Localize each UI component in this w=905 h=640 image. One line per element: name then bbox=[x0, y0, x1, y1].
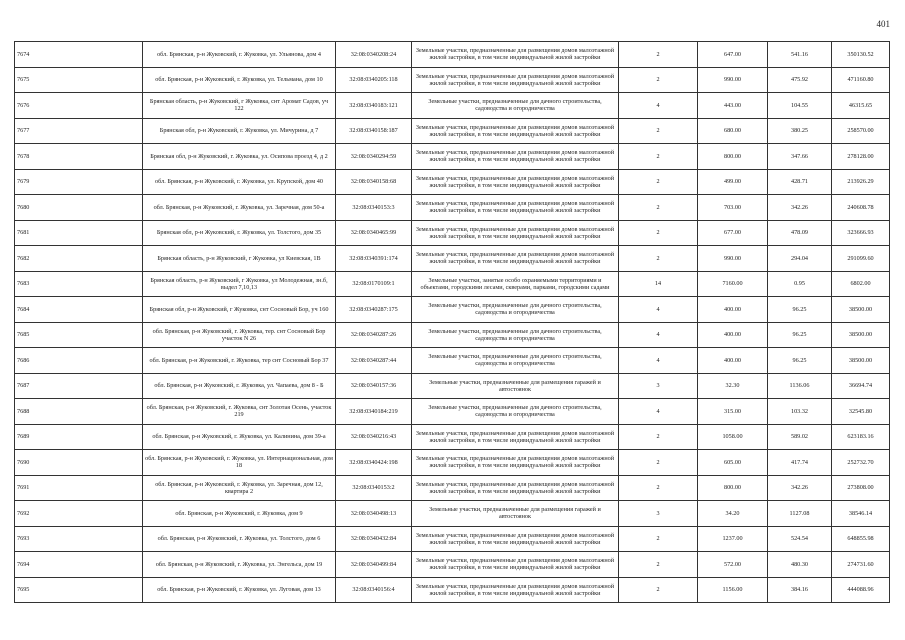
table-row bbox=[15, 348, 890, 374]
permitted-use: Земельные участки, предназначенные для размещения домов малоэтажной жилой застройки, в том числе индивидуальной жилой застройки bbox=[412, 118, 619, 144]
unit-value: 0.95 bbox=[768, 271, 832, 297]
use-category: 4 bbox=[619, 348, 698, 374]
cadastral-number: 32:08:0340424:198 bbox=[336, 450, 412, 476]
address-cell: Брянская область, р-н Жуковский, г Жуковка, снт Аромат Садов, уч 122 bbox=[143, 93, 336, 119]
record-number: 7686 bbox=[15, 348, 143, 374]
cadastral-number: 32:08:0340287:26 bbox=[336, 322, 412, 348]
use-category: 2 bbox=[619, 67, 698, 93]
table-row bbox=[15, 118, 890, 144]
cadastral-number: 32:08:0340465:99 bbox=[336, 220, 412, 246]
table-row bbox=[15, 169, 890, 195]
record-number: 7676 bbox=[15, 93, 143, 119]
use-category: 2 bbox=[619, 552, 698, 578]
unit-value: 96.25 bbox=[768, 322, 832, 348]
permitted-use: Земельные участки, предназначенные для размещения домов малоэтажной жилой застройки, в том числе индивидуальной жилой застройки bbox=[412, 195, 619, 221]
cadastral-number: 32:08:0170109:1 bbox=[336, 271, 412, 297]
table-row bbox=[15, 67, 890, 93]
table-row bbox=[15, 577, 890, 603]
cadastral-number: 32:08:0340294:59 bbox=[336, 144, 412, 170]
cadastral-value: 273808.00 bbox=[832, 475, 890, 501]
record-number: 7692 bbox=[15, 501, 143, 527]
area-cell: 32.30 bbox=[698, 373, 768, 399]
record-number: 7693 bbox=[15, 526, 143, 552]
record-number: 7682 bbox=[15, 246, 143, 272]
record-number: 7690 bbox=[15, 450, 143, 476]
area-cell: 400.00 bbox=[698, 297, 768, 323]
unit-value: 96.25 bbox=[768, 297, 832, 323]
address-cell: обл. Брянская, р-н Жуковский, г. Жуковка, ул. Заречная, дом 50-а bbox=[143, 195, 336, 221]
use-category: 4 bbox=[619, 322, 698, 348]
table-row bbox=[15, 195, 890, 221]
table-row bbox=[15, 475, 890, 501]
cadastral-value: 38500.00 bbox=[832, 322, 890, 348]
record-number: 7680 bbox=[15, 195, 143, 221]
cadastral-value: 278128.00 bbox=[832, 144, 890, 170]
table-row bbox=[15, 144, 890, 170]
table-row bbox=[15, 93, 890, 119]
cadastral-number: 32:08:0340205:118 bbox=[336, 67, 412, 93]
use-category: 2 bbox=[619, 118, 698, 144]
permitted-use: Земельные участки, предназначенные для дачного строительства, садоводства и огородничества bbox=[412, 348, 619, 374]
address-cell: Брянская область, р-н Жуковский, г Жуковка, ул Молодежная, зн.б, выдел 7,10,13 bbox=[143, 271, 336, 297]
use-category: 2 bbox=[619, 220, 698, 246]
record-number: 7687 bbox=[15, 373, 143, 399]
cadastral-value: 32545.80 bbox=[832, 399, 890, 425]
use-category: 2 bbox=[619, 424, 698, 450]
permitted-use: Земельные участки, предназначенные для размещения домов малоэтажной жилой застройки, в том числе индивидуальной жилой застройки bbox=[412, 169, 619, 195]
use-category: 2 bbox=[619, 42, 698, 68]
area-cell: 990.00 bbox=[698, 67, 768, 93]
address-cell: Брянская обл, р-н Жуковский, г. Жуковка, ул. Мичурина, д 7 bbox=[143, 118, 336, 144]
unit-value: 384.16 bbox=[768, 577, 832, 603]
area-cell: 800.00 bbox=[698, 144, 768, 170]
permitted-use: Земельные участки, предназначенные для дачного строительства, садоводства и огородничества bbox=[412, 297, 619, 323]
unit-value: 103.32 bbox=[768, 399, 832, 425]
use-category: 2 bbox=[619, 450, 698, 476]
unit-value: 96.25 bbox=[768, 348, 832, 374]
address-cell: обл. Брянская, р-н Жуковский, г. Жуковка, дом 9 bbox=[143, 501, 336, 527]
record-number: 7694 bbox=[15, 552, 143, 578]
address-cell: обл. Брянская, р-н Жуковский, г. Жуковка, ул. Ульянова, дом 4 bbox=[143, 42, 336, 68]
area-cell: 499.00 bbox=[698, 169, 768, 195]
address-cell: Брянская обл, р-н Жуковский, г. Жуковка, ул. Толстого, дом 35 bbox=[143, 220, 336, 246]
address-cell: обл. Брянская, р-н Жуковский, г. Жуковка, ул. Интернациональная, дом 18 bbox=[143, 450, 336, 476]
area-cell: 677.00 bbox=[698, 220, 768, 246]
unit-value: 380.25 bbox=[768, 118, 832, 144]
unit-value: 417.74 bbox=[768, 450, 832, 476]
record-number: 7689 bbox=[15, 424, 143, 450]
cadastral-value: 38500.00 bbox=[832, 297, 890, 323]
unit-value: 589.02 bbox=[768, 424, 832, 450]
cadastral-value: 46315.65 bbox=[832, 93, 890, 119]
use-category: 2 bbox=[619, 526, 698, 552]
table-row bbox=[15, 246, 890, 272]
record-number: 7695 bbox=[15, 577, 143, 603]
address-cell: обл. Брянская, р-н Жуковский, г. Жуковка, ул. Тельмана, дом 10 bbox=[143, 67, 336, 93]
cadastral-value: 252732.70 bbox=[832, 450, 890, 476]
table-row bbox=[15, 373, 890, 399]
address-cell: обл. Брянская, р-н Жуковский, г. Жуковка, ул. Луговая, дом 13 bbox=[143, 577, 336, 603]
record-number: 7685 bbox=[15, 322, 143, 348]
permitted-use: Земельные участки, предназначенные для размещения домов малоэтажной жилой застройки, в том числе индивидуальной жилой застройки bbox=[412, 450, 619, 476]
permitted-use: Земельные участки, предназначенные для размещения домов малоэтажной жилой застройки, в том числе индивидуальной жилой застройки bbox=[412, 424, 619, 450]
area-cell: 7160.00 bbox=[698, 271, 768, 297]
use-category: 4 bbox=[619, 93, 698, 119]
area-cell: 400.00 bbox=[698, 322, 768, 348]
cadastral-number: 32:08:0340158:187 bbox=[336, 118, 412, 144]
permitted-use: Земельные участки, предназначенные для размещения домов малоэтажной жилой застройки, в том числе индивидуальной жилой застройки bbox=[412, 526, 619, 552]
permitted-use: Земельные участки, предназначенные для размещения домов малоэтажной жилой застройки, в том числе индивидуальной жилой застройки bbox=[412, 552, 619, 578]
use-category: 14 bbox=[619, 271, 698, 297]
address-cell: обл. Брянская, р-н Жуковский, г. Жуковка, снт Золотая Осень, участок 219 bbox=[143, 399, 336, 425]
cadastral-value: 444088.96 bbox=[832, 577, 890, 603]
unit-value: 428.71 bbox=[768, 169, 832, 195]
record-number: 7677 bbox=[15, 118, 143, 144]
cadastral-number: 32:08:0340158:68 bbox=[336, 169, 412, 195]
permitted-use: Земельные участки, занятые особо охраняемыми территориями и объектами, городскими лесами, скверами, парками, городскими садами bbox=[412, 271, 619, 297]
record-number: 7679 bbox=[15, 169, 143, 195]
cadastral-value: 350130.52 bbox=[832, 42, 890, 68]
cadastral-value: 471160.80 bbox=[832, 67, 890, 93]
record-number: 7684 bbox=[15, 297, 143, 323]
table-row bbox=[15, 297, 890, 323]
unit-value: 478.09 bbox=[768, 220, 832, 246]
cadastral-value: 6802.00 bbox=[832, 271, 890, 297]
unit-value: 541.16 bbox=[768, 42, 832, 68]
cadastral-number: 32:08:0340183:121 bbox=[336, 93, 412, 119]
table-row bbox=[15, 399, 890, 425]
unit-value: 475.92 bbox=[768, 67, 832, 93]
permitted-use: Земельные участки, предназначенные для дачного строительства, садоводства и огородничества bbox=[412, 93, 619, 119]
table-row bbox=[15, 42, 890, 68]
cadastral-number: 32:08:0340216:43 bbox=[336, 424, 412, 450]
permitted-use: Земельные участки, предназначенные для размещения домов малоэтажной жилой застройки, в том числе индивидуальной жилой застройки bbox=[412, 246, 619, 272]
cadastral-value: 38546.14 bbox=[832, 501, 890, 527]
use-category: 3 bbox=[619, 501, 698, 527]
address-cell: Брянская область, р-н Жуковский, г Жуковка, ул Киевская, 1В bbox=[143, 246, 336, 272]
cadastral-value: 648855.98 bbox=[832, 526, 890, 552]
table-row bbox=[15, 501, 890, 527]
permitted-use: Земельные участки, предназначенные для размещения гаражей и автостоянок bbox=[412, 501, 619, 527]
unit-value: 347.66 bbox=[768, 144, 832, 170]
use-category: 4 bbox=[619, 399, 698, 425]
use-category: 2 bbox=[619, 144, 698, 170]
use-category: 3 bbox=[619, 373, 698, 399]
use-category: 2 bbox=[619, 246, 698, 272]
table-row bbox=[15, 271, 890, 297]
address-cell: Брянская обл, р-н Жуковский, г Жуковка, снт Сосновый Бор, уч 160 bbox=[143, 297, 336, 323]
record-number: 7675 bbox=[15, 67, 143, 93]
record-number: 7683 bbox=[15, 271, 143, 297]
permitted-use: Земельные участки, предназначенные для размещения гаражей и автостоянок bbox=[412, 373, 619, 399]
permitted-use: Земельные участки, предназначенные для дачного строительства, садоводства и огородничества bbox=[412, 322, 619, 348]
unit-value: 1127.08 bbox=[768, 501, 832, 527]
unit-value: 524.54 bbox=[768, 526, 832, 552]
cadastral-number: 32:08:0340208:24 bbox=[336, 42, 412, 68]
cadastral-value: 258570.00 bbox=[832, 118, 890, 144]
address-cell: обл. Брянская, р-н Жуковский, г. Жуковка, ул. Чапаева, дом 8 - Б bbox=[143, 373, 336, 399]
table-row bbox=[15, 322, 890, 348]
unit-value: 294.04 bbox=[768, 246, 832, 272]
area-cell: 1156.00 bbox=[698, 577, 768, 603]
address-cell: обл. Брянская, р-н Жуковский, г. Жуковка, ул. Калинина, дом 39-а bbox=[143, 424, 336, 450]
area-cell: 990.00 bbox=[698, 246, 768, 272]
use-category: 2 bbox=[619, 195, 698, 221]
cadastral-number: 32:08:0340157:36 bbox=[336, 373, 412, 399]
permitted-use: Земельные участки, предназначенные для размещения домов малоэтажной жилой застройки, в том числе индивидуальной жилой застройки bbox=[412, 144, 619, 170]
address-cell: обл. Брянская, р-н Жуковский, г. Жуковка, ул. Заречная, дом 12, квартира 2 bbox=[143, 475, 336, 501]
table-row bbox=[15, 552, 890, 578]
area-cell: 1058.00 bbox=[698, 424, 768, 450]
permitted-use: Земельные участки, предназначенные для дачного строительства, садоводства и огородничества bbox=[412, 399, 619, 425]
address-cell: обл. Брянская, р-н Жуковский, г. Жуковка, ул. Толстого, дом 6 bbox=[143, 526, 336, 552]
area-cell: 315.00 bbox=[698, 399, 768, 425]
record-number: 7674 bbox=[15, 42, 143, 68]
address-cell: обл. Брянская, р-н Жуковский, г. Жуковка, тер. снт Сосновый Бор участок N 26 bbox=[143, 322, 336, 348]
address-cell: обл. Брянская, р-н Жуковский, г. Жуковка, тер снт Сосновый Бор 37 bbox=[143, 348, 336, 374]
permitted-use: Земельные участки, предназначенные для размещения домов малоэтажной жилой застройки, в том числе индивидуальной жилой застройки bbox=[412, 577, 619, 603]
cadastral-number: 32:08:0340391:174 bbox=[336, 246, 412, 272]
table-row bbox=[15, 526, 890, 552]
cadastral-value: 240608.78 bbox=[832, 195, 890, 221]
cadastral-number: 32:08:0340287:175 bbox=[336, 297, 412, 323]
unit-value: 104.55 bbox=[768, 93, 832, 119]
permitted-use: Земельные участки, предназначенные для размещения домов малоэтажной жилой застройки, в том числе индивидуальной жилой застройки bbox=[412, 220, 619, 246]
unit-value: 342.26 bbox=[768, 195, 832, 221]
use-category: 2 bbox=[619, 169, 698, 195]
unit-value: 342.26 bbox=[768, 475, 832, 501]
cadastral-number: 32:08:0340498:13 bbox=[336, 501, 412, 527]
area-cell: 34.20 bbox=[698, 501, 768, 527]
cadastral-number: 32:08:0340156:4 bbox=[336, 577, 412, 603]
area-cell: 605.00 bbox=[698, 450, 768, 476]
cadastral-value: 291099.60 bbox=[832, 246, 890, 272]
use-category: 2 bbox=[619, 577, 698, 603]
cadastral-value: 36694.74 bbox=[832, 373, 890, 399]
record-number: 7678 bbox=[15, 144, 143, 170]
use-category: 2 bbox=[619, 475, 698, 501]
record-number: 7681 bbox=[15, 220, 143, 246]
address-cell: обл. Брянская, р-н Жуковский, г. Жуковка, ул. Энгельса, дом 19 bbox=[143, 552, 336, 578]
cadastral-value: 323666.93 bbox=[832, 220, 890, 246]
use-category: 4 bbox=[619, 297, 698, 323]
address-cell: Брянская обл, р-н Жуковский, г. Жуковка, ул. Осипова проезд 4, д 2 bbox=[143, 144, 336, 170]
address-cell: обл. Брянская, р-н Жуковский, г. Жуковка, ул. Крупской, дом 40 bbox=[143, 169, 336, 195]
cadastral-value: 623183.16 bbox=[832, 424, 890, 450]
table-row bbox=[15, 424, 890, 450]
cadastral-number: 32:08:0340432:84 bbox=[336, 526, 412, 552]
area-cell: 443.00 bbox=[698, 93, 768, 119]
unit-value: 1136.06 bbox=[768, 373, 832, 399]
record-number: 7691 bbox=[15, 475, 143, 501]
record-number: 7688 bbox=[15, 399, 143, 425]
cadastral-number: 32:08:0340184:219 bbox=[336, 399, 412, 425]
area-cell: 703.00 bbox=[698, 195, 768, 221]
cadastral-value: 38500.00 bbox=[832, 348, 890, 374]
area-cell: 1237.00 bbox=[698, 526, 768, 552]
permitted-use: Земельные участки, предназначенные для размещения домов малоэтажной жилой застройки, в том числе индивидуальной жилой застройки bbox=[412, 67, 619, 93]
area-cell: 400.00 bbox=[698, 348, 768, 374]
unit-value: 480.30 bbox=[768, 552, 832, 578]
cadastral-value: 274731.60 bbox=[832, 552, 890, 578]
table-row bbox=[15, 220, 890, 246]
permitted-use: Земельные участки, предназначенные для размещения домов малоэтажной жилой застройки, в том числе индивидуальной жилой застройки bbox=[412, 475, 619, 501]
table-row bbox=[15, 450, 890, 476]
area-cell: 680.00 bbox=[698, 118, 768, 144]
area-cell: 572.00 bbox=[698, 552, 768, 578]
area-cell: 800.00 bbox=[698, 475, 768, 501]
cadastral-value: 213926.29 bbox=[832, 169, 890, 195]
page-number: 401 bbox=[876, 19, 890, 29]
cadastral-number: 32:08:0340287:44 bbox=[336, 348, 412, 374]
cadastral-number: 32:08:0340499:84 bbox=[336, 552, 412, 578]
cadastral-number: 32:08:0340153:3 bbox=[336, 195, 412, 221]
permitted-use: Земельные участки, предназначенные для размещения домов малоэтажной жилой застройки, в том числе индивидуальной жилой застройки bbox=[412, 42, 619, 68]
area-cell: 647.00 bbox=[698, 42, 768, 68]
land-plot-table bbox=[14, 41, 890, 603]
cadastral-number: 32:08:0340153:2 bbox=[336, 475, 412, 501]
